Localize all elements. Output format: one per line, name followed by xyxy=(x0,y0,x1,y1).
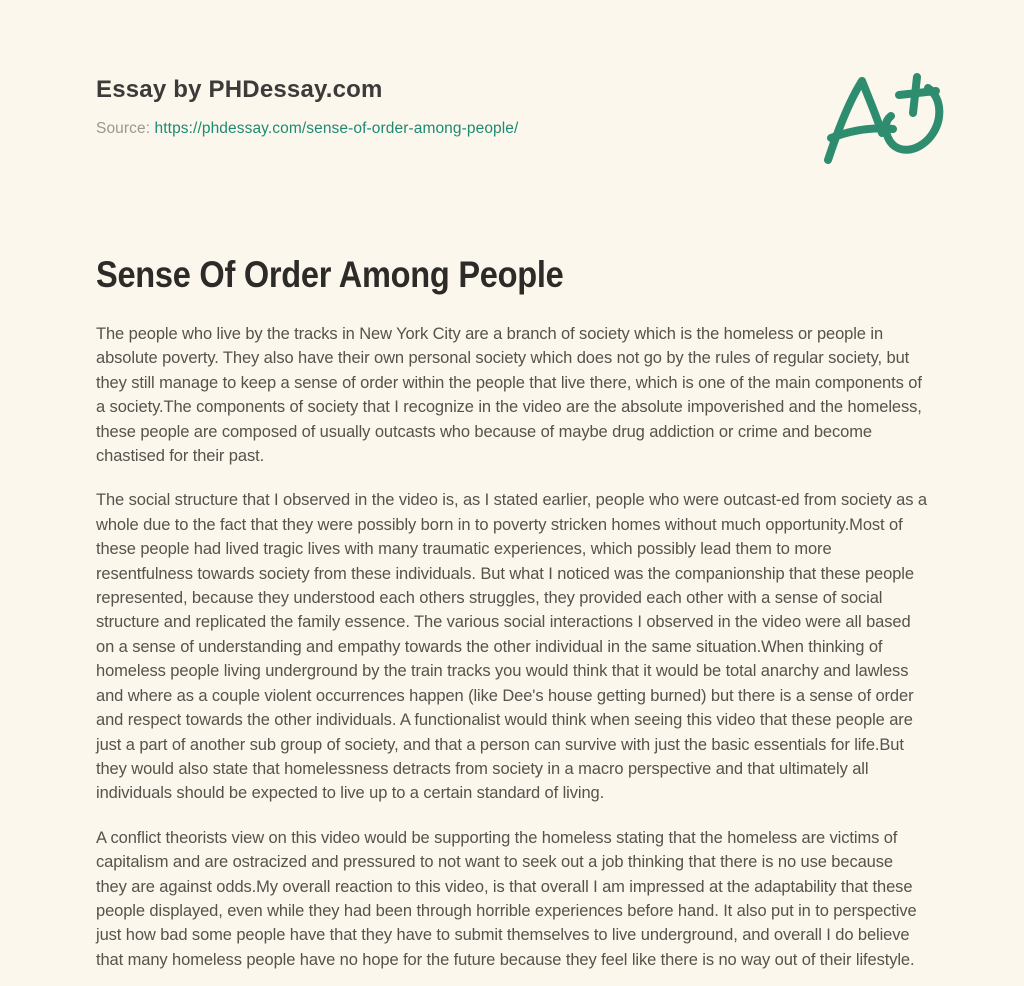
page-header xyxy=(96,76,928,138)
essay-body xyxy=(96,322,928,972)
site-header-title: Essay by PHDessay.com xyxy=(96,76,383,103)
phdessay-a-plus-logo-icon xyxy=(818,68,948,166)
essay-paragraph: The people who live by the tracks in New York City are a branch of society which is the homeless or people in absolute poverty. They also have their own personal society which does not go by the rules of regular society, but they still manage to keep a sense of order within the people that live there, which is one of the main components of a society.The components of society that I recognize in the video are the absolute impoverished and the homeless, these people are composed of usually outcasts who because of maybe drug addiction or crime and become chastised for their past. xyxy=(96,325,922,466)
source-link[interactable]: https://phdessay.com/sense-of-order-among-people/ xyxy=(154,120,519,137)
source-line xyxy=(96,120,928,138)
source-label: Source: xyxy=(96,120,151,137)
essay-title: Sense Of Order Among People xyxy=(96,254,564,295)
essay-paragraph: The social structure that I observed in the video is, as I stated earlier, people who were outcast-ed from society as a whole due to the fact that they were possibly born in to poverty stricken homes without much opportunity.Most of these people had lived tragic lives with many traumatic experiences, which possibly lead them to more resentfulness towards society from these individuals. But what I noticed was the companionship that these people represented, because they understood each others struggles, they provided each other with a sense of social structure and replicated the family essence. The various social interactions I observed in the video were all based on a sense of understanding and empathy towards the other individual in the same situation.When thinking of homeless people living underground by the train tracks you would think that it would be total anarchy and lawless and where as a couple violent occurrences happen (like Dee's house getting burned) but there is a sense of order and respect towards the other individuals. A functionalist would think when seeing this video that these people are just a part of another sub group of society, and that a person can survive with just the basic essentials for life.But they would also state that homelessness detracts from society in a macro perspective and that ultimately all individuals should be expected to live up to a certain standard of living. xyxy=(96,491,927,803)
essay-paragraph: A conflict theorists view on this video would be supporting the homeless stating that the homeless are victims of capitalism and are ostracized and pressured to not want to seek out a job thinking that there is no use because they are against odds.My overall reaction to this video, is that overall I am impressed at the adaptability that these people displayed, even while they had been through horrible experiences before hand. It also put in to perspective just how bad some people have that they have to submit themselves to live underground, and overall I do believe that many homeless people have no hope for the future because they feel like there is no way out of their lifestyle. xyxy=(96,828,917,969)
